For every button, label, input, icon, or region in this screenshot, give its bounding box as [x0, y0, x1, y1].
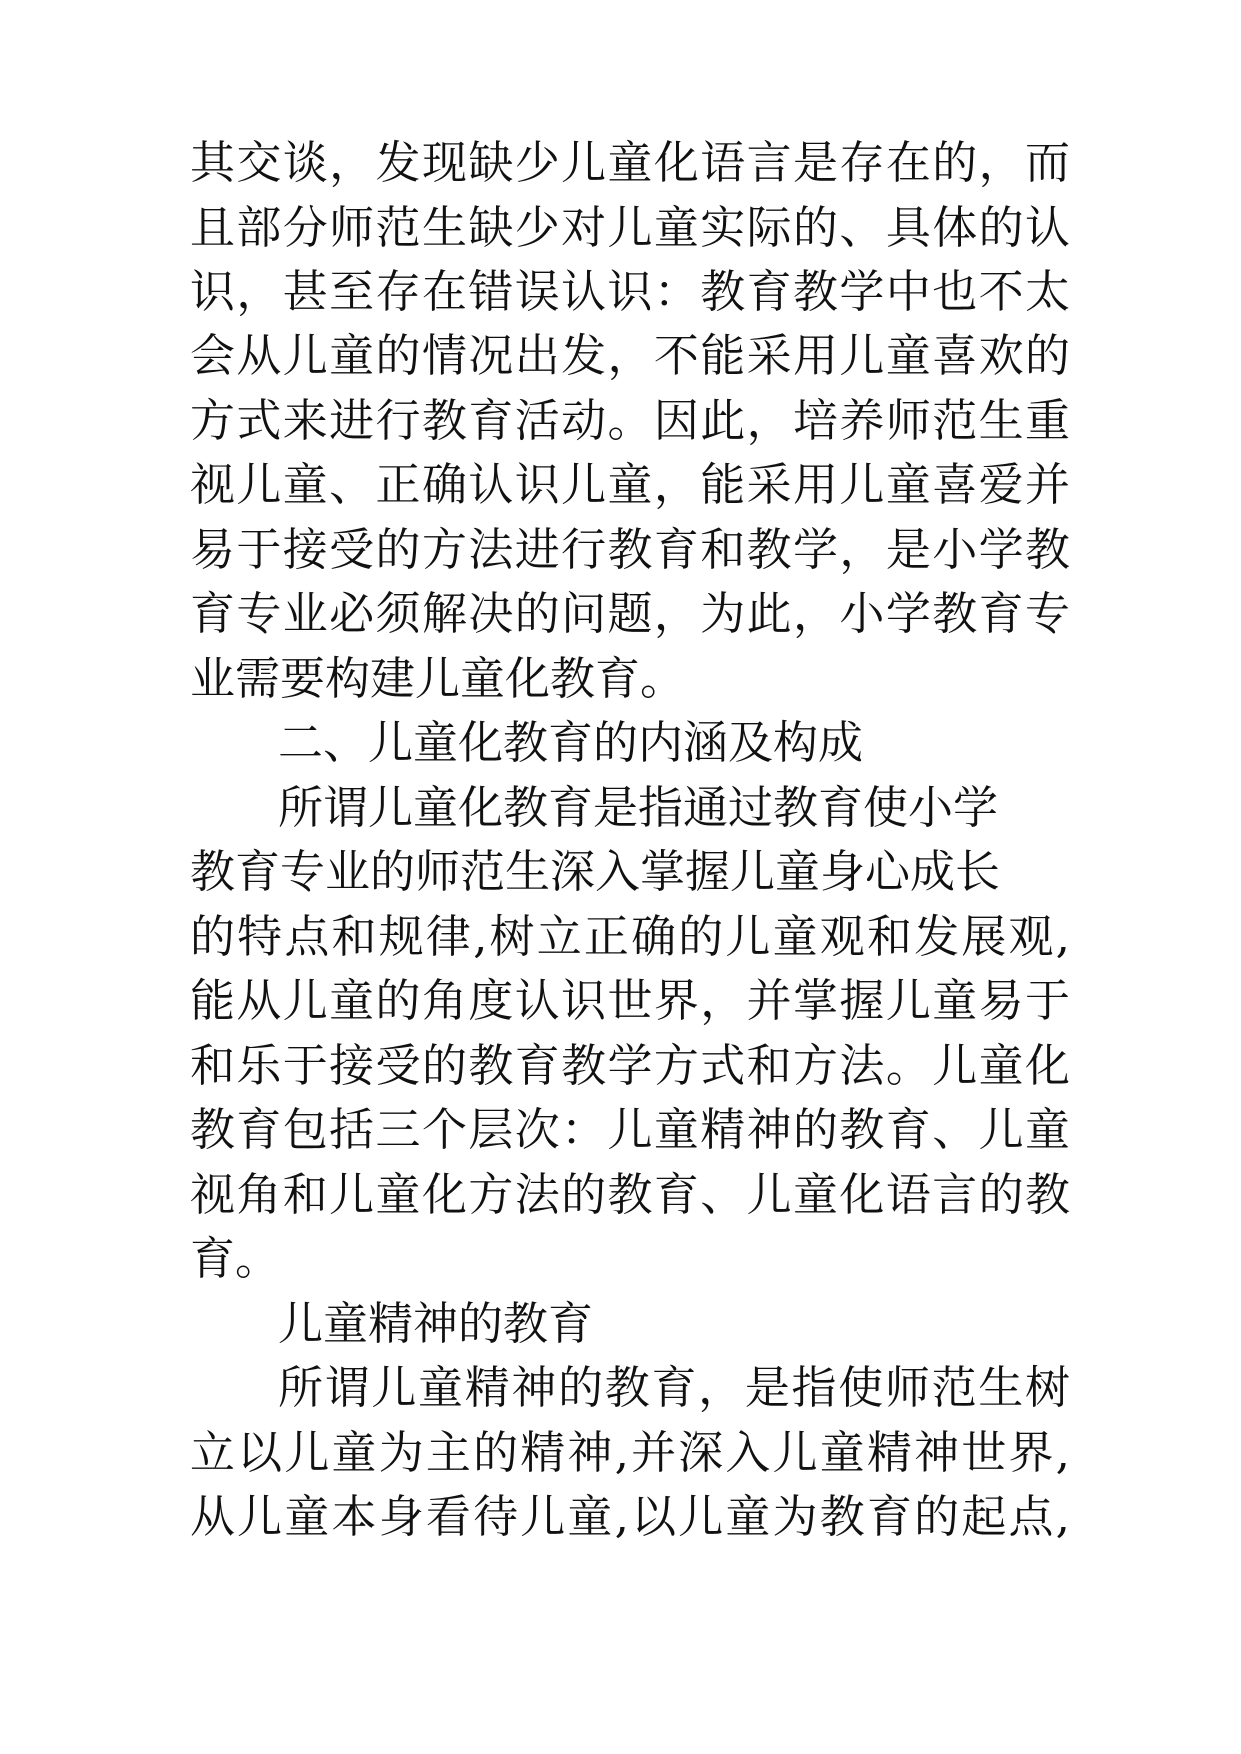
text-line: 育专业必须解决的问题，为此，小学教育专: [190, 587, 1070, 640]
section-heading: 二、儿童化教育的内涵及构成: [278, 716, 864, 769]
text-line: 且部分师范生缺少对儿童实际的、具体的认: [190, 201, 1070, 254]
text-line: 和乐于接受的教育教学方式和方法。儿童化: [190, 1039, 1070, 1092]
paragraph-end-line: 育。: [190, 1232, 281, 1285]
text-line: 视儿童、正确认识儿童，能采用儿童喜爱并: [190, 458, 1070, 511]
paragraph-first-line: 所谓儿童精神的教育，是指使师范生树: [278, 1361, 1070, 1414]
text-line: 立以儿童为主的精神,并深入儿童精神世界,: [190, 1426, 1070, 1479]
text-line: 识，甚至存在错误认识：教育教学中也不太: [190, 265, 1070, 318]
text-line: 易于接受的方法进行教育和教学，是小学教: [190, 523, 1070, 576]
paragraph-end-line: 业需要构建儿童化教育。: [190, 652, 686, 705]
text-line: 的特点和规律,树立正确的儿童观和发展观,: [190, 910, 1070, 963]
text-line: 能从儿童的角度认识世界，并掌握儿童易于: [190, 974, 1070, 1027]
text-line: 教育专业的师范生深入掌握儿童身心成长: [190, 845, 1001, 898]
text-line: 会从儿童的情况出发，不能采用儿童喜欢的: [190, 329, 1070, 382]
text-line: 教育包括三个层次：儿童精神的教育、儿童: [190, 1103, 1070, 1156]
text-line: 视角和儿童化方法的教育、儿童化语言的教: [190, 1168, 1070, 1221]
text-line: 方式来进行教育活动。因此，培养师范生重: [190, 394, 1070, 447]
text-line: 其交谈，发现缺少儿童化语言是存在的，而: [190, 136, 1070, 189]
paragraph-first-line: 所谓儿童化教育是指通过教育使小学: [278, 781, 999, 834]
text-line: 从儿童本身看待儿童,以儿童为教育的起点,: [190, 1490, 1070, 1543]
subsection-heading: 儿童精神的教育: [278, 1297, 594, 1350]
